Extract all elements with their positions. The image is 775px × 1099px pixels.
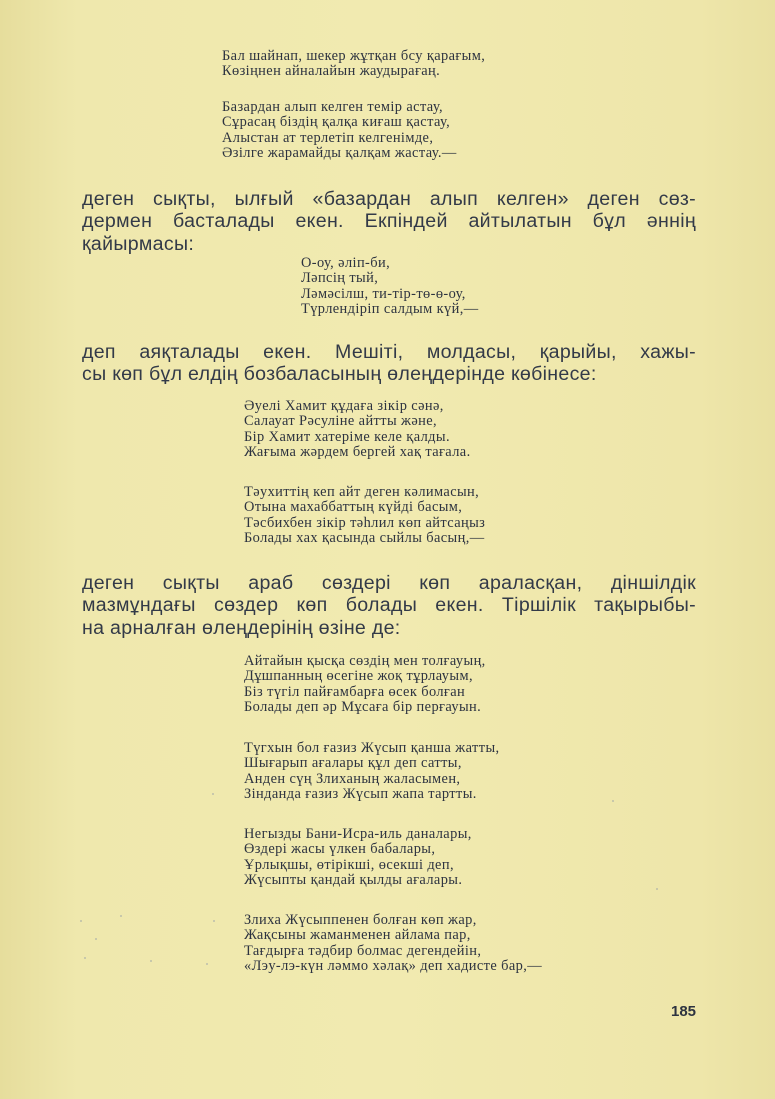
verse-line: Болады деп әр Мұсаға бір перғауын. <box>244 699 482 716</box>
verse-stanza-7 <box>244 741 500 803</box>
verse-line: Болады хах қасында сыйлы басың,— <box>244 530 485 547</box>
prose-line: деген сықты араб сөздері көп араласқан, діншілдік <box>82 572 696 594</box>
paper-speck <box>206 963 208 965</box>
verse-line: Зінданда ғазиз Жүсып жапа тартты. <box>244 786 477 803</box>
verse-stanza-9 <box>244 913 542 975</box>
verse-stanza-5 <box>244 485 485 547</box>
verse-stanza-4 <box>244 399 471 461</box>
verse-line: Негызды Бани-Исра-иль даналары, <box>244 826 472 842</box>
verse-line: Отына махаббаттың күйді басым, <box>244 499 463 516</box>
verse-line: Көзіңнен айналайын жаудырағаң. <box>222 63 441 80</box>
verse-line: Дұшпанның өсегіне жоқ тұрлауым, <box>244 668 473 685</box>
paper-speck <box>95 938 97 940</box>
prose-paragraph-1 <box>82 188 696 255</box>
paper-speck <box>120 915 122 917</box>
paper-speck <box>612 800 614 802</box>
prose-line: на арналған өлеңдерінің өзіне де: <box>82 616 401 639</box>
verse-line: Злиха Жүсыппенен болған көп жар, <box>244 912 477 928</box>
verse-line: Ұрлықшы, өтірікші, өсекші деп, <box>244 856 454 873</box>
verse-line: Салауат Рәсуліне айтты және, <box>244 413 438 430</box>
paper-speck <box>80 920 82 922</box>
prose-line: деп аяқталады екен. Мешіті, молдасы, қарыйы, хажы- <box>82 341 696 363</box>
verse-line: Ләпсің тый, <box>301 270 379 287</box>
verse-line: Жақсыны жаманменен айлама пар, <box>244 927 471 944</box>
prose-line: сы көп бұл елдің бозбаласының өлеңдерінде көбінесе: <box>82 363 597 386</box>
verse-line: Әзілге жарамайды қалқам жастау.— <box>222 145 457 162</box>
verse-stanza-6 <box>244 654 486 716</box>
paper-speck <box>213 920 215 922</box>
verse-line: Тағдырға тәдбир болмас дегендейін, <box>244 942 482 959</box>
verse-line: Бал шайнап, шекер жұтқан бсу қарағым, <box>222 48 486 64</box>
verse-line: Өздері жасы үлкен бабалары, <box>244 841 436 858</box>
prose-paragraph-2 <box>82 341 696 386</box>
prose-line: мазмұндағы сөздер көп болады екен. Тіршілік тақырыбы- <box>82 594 696 617</box>
verse-line: Базардан алып келген темір астау, <box>222 99 444 115</box>
prose-paragraph-3 <box>82 572 696 639</box>
paper-speck <box>212 793 214 795</box>
verse-line: О-оу, әліп-би, <box>301 255 391 271</box>
prose-line: қайырмасы: <box>82 232 195 255</box>
verse-line: «Лэу-лэ-күн ләммо хәлақ» деп хадисте бар,— <box>244 958 543 975</box>
paper-speck <box>84 957 86 959</box>
verse-line: Ләмәсілш, ти-тір-тө-ө-оу, <box>301 285 466 302</box>
verse-line: Шығарып ағалары құл деп сатты, <box>244 755 462 772</box>
verse-stanza-2 <box>222 100 457 162</box>
verse-line: Әуелі Хамит құдаға зікір сәнә, <box>244 398 444 414</box>
verse-line: Түгхын бол ғазиз Жүсып қанша жатты, <box>244 740 500 756</box>
prose-line: деген сықты, ылғый «базардан алып келген» деген сөз- <box>82 188 696 210</box>
prose-line: дермен басталады екен. Екпіндей айтылатын бұл әннің <box>82 210 696 233</box>
verse-line: Жүсыпты қандай қылды ағалары. <box>244 872 463 889</box>
verse-line: Тәухиттің кеп айт деген кәлимасын, <box>244 484 480 500</box>
verse-line: Түрлендіріп салдым күй,— <box>301 301 479 318</box>
verse-line: Сұрасаң біздің қалқа киғаш қастау, <box>222 114 451 131</box>
verse-line: Тәсбихбен зікір тәһлил көп айтсаңыз <box>244 514 486 531</box>
verse-stanza-1 <box>222 49 485 80</box>
refrain-stanza <box>301 256 479 318</box>
verse-line: Біз түгіл пайғамбарға өсек болған <box>244 683 466 700</box>
verse-line: Жағыма жәрдем бергей хақ тағала. <box>244 444 471 461</box>
verse-line: Бір Хамит хатеріме келе қалды. <box>244 428 450 445</box>
verse-stanza-8 <box>244 827 472 889</box>
paper-speck <box>150 960 152 962</box>
verse-line: Айтайын қысқа сөздің мен толғауың, <box>244 653 486 669</box>
verse-line: Анден сүң Злиханың жаласымен, <box>244 770 461 787</box>
paper-speck <box>656 888 658 890</box>
page-number: 185 <box>671 1003 697 1020</box>
verse-line: Алыстан ат терлетіп келгенімде, <box>222 129 434 146</box>
